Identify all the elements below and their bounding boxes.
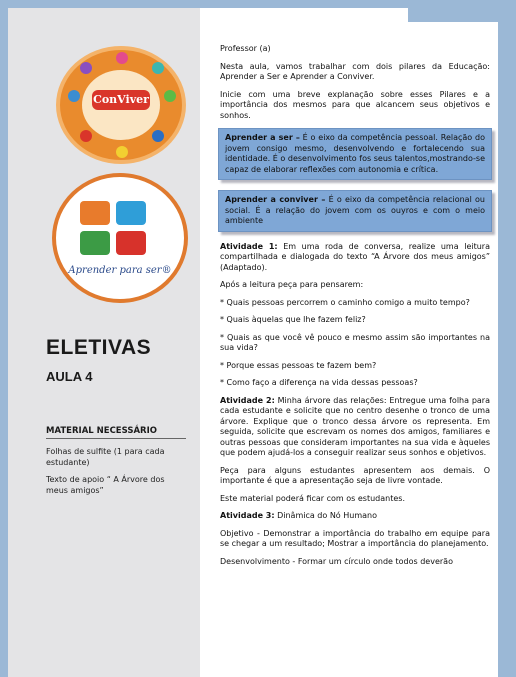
question: * Porque essas pessoas te fazem bem? <box>220 360 377 370</box>
activity-2 <box>220 396 490 459</box>
aprender-para-ser-logo <box>52 173 188 303</box>
page-corner-tab <box>408 8 498 22</box>
aprender-logo-text: Aprender para ser® <box>68 265 172 276</box>
objective: Objetivo - Demonstrar a importância do trabalho em equipe para se chegar a um resultado; Mostrar a importância do planejamento. <box>220 528 490 548</box>
box-heading: Aprender a conviver – <box>225 195 326 204</box>
lesson-number: AULA 4 <box>46 369 93 384</box>
development: Desenvolvimento - Formar um círculo onde todos deverão <box>220 556 453 566</box>
material-note: Este material poderá ficar com os estudantes. <box>220 493 405 503</box>
materials-list <box>46 446 176 502</box>
activity-text: Dinâmica do Nó Humano <box>274 511 377 520</box>
box-text: É o eixo da competência pessoal. Relação do jovem consigo mesmo, desenvolvendo e fortalecendo sua identidade. É o desenvolvimento fos seus talentos,mostrando-se capaz de elaborar reflexões com autonomia e crítica. <box>225 133 486 174</box>
presentation-note: Peça para alguns estudantes apresentem aos demais. O importante é que a apresentação seja de livre vontade. <box>220 465 490 485</box>
activity-1 <box>220 242 490 274</box>
document-page <box>8 8 498 677</box>
lightbulb-icon <box>80 201 110 225</box>
question: * Quais àquelas que lhe fazem feliz? <box>220 315 366 324</box>
question: * Como faço a diferença na vida dessas pessoas? <box>220 378 418 387</box>
activity-text: Minha árvore das relações: Entregue uma folha para cada estudante e solicite que no centro desenhe o tronco de uma árvore. Explique que o tronco dessa árvore os representa. Em seguida, solicite que escrevam os nomes dos amigos, familiares e outras pessoas que consideram importantes na sua vida e àqueles que podem ajudá-los a conseguir realizar seus sonhos e objetivos. <box>220 395 491 457</box>
conviver-logo-text: ConViver <box>92 90 150 110</box>
question: * Quais pessoas percorrem o caminho comigo a muito tempo? <box>220 297 470 307</box>
aprender-a-ser-box <box>218 128 492 180</box>
activity-label: Atividade 2: <box>220 395 275 405</box>
sidebar <box>8 8 200 677</box>
box-text: É o eixo da competência relacional ou social. É a relação do jovem com os ouyros e com o meio ambiente <box>225 195 485 225</box>
intro-paragraph-2: Inicie com uma breve explanação sobre esses Pilares e a importância dos mesmos para que alcancem seus objetivos e sonhos. <box>220 89 490 120</box>
question: * Quais as que você vê pouco e mesmo assim são importantes na sua vida? <box>220 332 490 352</box>
activity-label: Atividade 1: <box>220 241 278 251</box>
aprender-a-conviver-box <box>218 190 492 232</box>
box-heading: Aprender a ser – <box>225 133 300 142</box>
books-icon <box>116 201 146 225</box>
after-reading: Após a leitura peça para pensarem: <box>220 280 364 289</box>
main-content <box>220 44 490 574</box>
page-title: ELETIVAS <box>46 336 152 359</box>
activity-text: Em uma roda de conversa, realize uma leitura compartilhada e dialogada do texto “A Árvore dos meus amigos” (Adaptado). <box>220 241 490 272</box>
intro-paragraph: Nesta aula, vamos trabalhar com dois pilares da Educação: Aprender a Ser e Aprender a Conviver. <box>220 61 490 81</box>
activity-label: Atividade 3: <box>220 511 275 520</box>
gears-icon <box>116 231 146 255</box>
material-item: Texto de apoio “ A Árvore dos meus amigos” <box>46 475 165 495</box>
materials-heading: MATERIAL NECESSÁRIO <box>46 426 186 439</box>
graduation-cap-icon <box>80 231 110 255</box>
greeting: Professor (a) <box>220 44 271 53</box>
material-item: Folhas de sulfite (1 para cada estudante) <box>46 447 165 467</box>
conviver-logo <box>56 46 186 164</box>
activity-3 <box>220 511 490 522</box>
